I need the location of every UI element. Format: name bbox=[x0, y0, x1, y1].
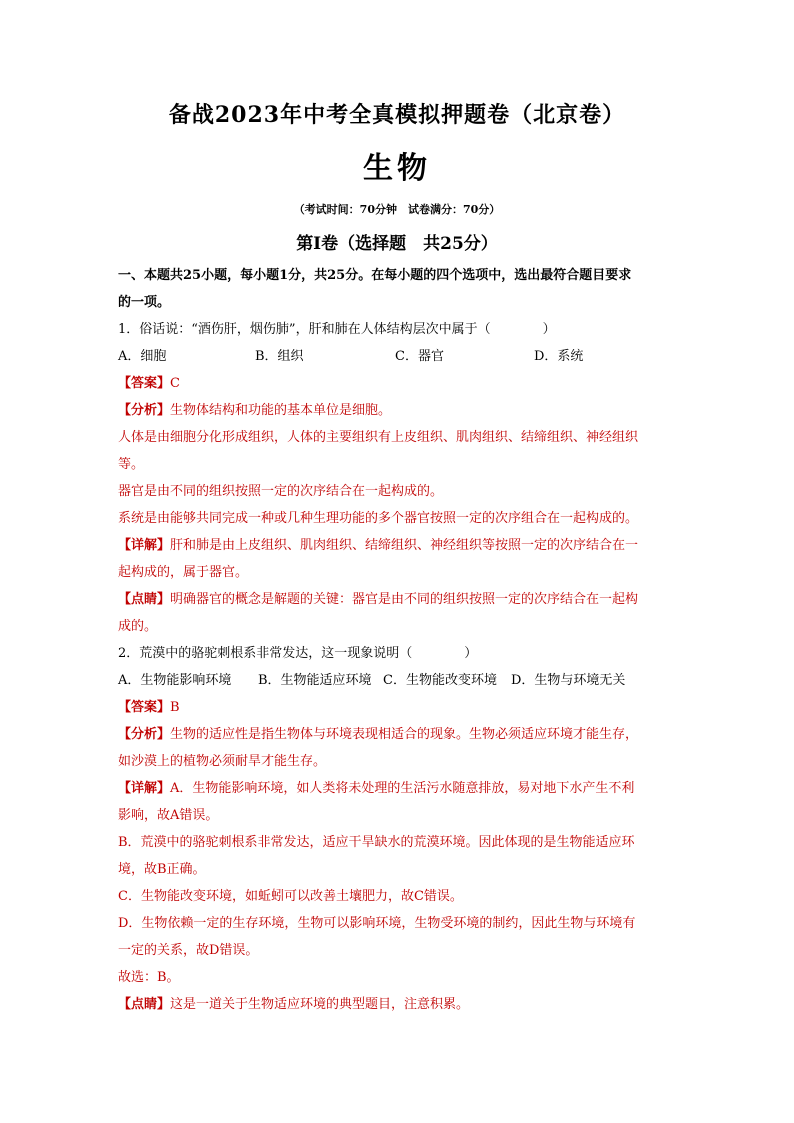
exam-info: （考试时间：70分钟 试卷满分：70分） bbox=[293, 203, 501, 216]
instructions-line: 的一项。 bbox=[118, 295, 171, 310]
detail-text: C．生物能改变环境，如蚯蚓可以改善土壤肥力，故C错误。 bbox=[118, 889, 463, 904]
analysis-tag: 【分析】 bbox=[118, 727, 171, 742]
answer-value: B bbox=[170, 700, 180, 715]
comment-text: 这是一道关于生物适应环境的典型题目，注意积累。 bbox=[170, 997, 470, 1012]
analysis-text: 等。 bbox=[118, 457, 145, 472]
analysis-text: 生物的适应性是指生物体与环境表现相适合的现象。生物必须适应环境才能生存， bbox=[170, 727, 639, 742]
answer-line bbox=[118, 694, 678, 721]
option-c: C．器官 bbox=[395, 349, 444, 364]
option-a: A．生物能影响环境 bbox=[118, 673, 232, 688]
answer-value: C bbox=[170, 376, 180, 391]
answer-line bbox=[118, 370, 678, 397]
option-c: C．生物能改变环境 bbox=[383, 673, 497, 688]
exam-content bbox=[118, 262, 678, 1018]
detail-text: 境，故B正确。 bbox=[118, 862, 206, 877]
comment-line bbox=[118, 991, 678, 1018]
comment-line bbox=[118, 586, 678, 613]
instructions-line: 一、本题共25小题，每小题1分，共25分。在每小题的四个选项中，选出最符合题目要求 bbox=[118, 268, 632, 283]
option-b: B．组织 bbox=[255, 349, 304, 364]
detail-text: 肝和肺是由上皮组织、肌肉组织、结缔组织、神经组织等按照一定的次序结合在一 bbox=[170, 538, 639, 553]
analysis-line bbox=[118, 721, 678, 748]
question-2-options bbox=[118, 667, 678, 694]
option-d: D．生物与环境无关 bbox=[511, 673, 626, 688]
answer-tag: 【答案】 bbox=[118, 700, 171, 715]
choice-text: 故选：B。 bbox=[118, 970, 180, 985]
question-2-stem: 2．荒漠中的骆驼刺根系非常发达，这一现象说明（ ） bbox=[118, 646, 478, 661]
analysis-text: 如沙漠上的植物必须耐旱才能生存。 bbox=[118, 754, 327, 769]
option-a: A．细胞 bbox=[118, 349, 167, 364]
detail-text: 一定的关系，故D错误。 bbox=[118, 943, 259, 958]
question-1-options bbox=[118, 343, 678, 370]
comment-tag: 【点睛】 bbox=[118, 997, 171, 1012]
detail-line bbox=[118, 532, 678, 559]
comment-tag: 【点睛】 bbox=[118, 592, 171, 607]
detail-text: D．生物依赖一定的生存环境，生物可以影响环境，生物受环境的制约，因此生物与环境有 bbox=[118, 916, 636, 931]
detail-line bbox=[118, 775, 678, 802]
comment-text: 明确器官的概念是解题的关键：器官是由不同的组织按照一定的次序结合在一起构 bbox=[170, 592, 639, 607]
analysis-text: 器官是由不同的组织按照一定的次序结合在一起构成的。 bbox=[118, 484, 444, 499]
page-title: 备战2023年中考全真模拟押题卷（北京卷） bbox=[168, 102, 626, 128]
detail-text: 起构成的，属于器官。 bbox=[118, 565, 249, 580]
question-1-stem: 1．俗话说：“酒伤肝，烟伤肺”，肝和肺在人体结构层次中属于（ ） bbox=[118, 322, 556, 337]
analysis-text: 人体是由细胞分化形成组织，人体的主要组织有上皮组织、肌肉组织、结缔组织、神经组织 bbox=[118, 430, 639, 445]
detail-tag: 【详解】 bbox=[118, 538, 171, 553]
analysis-text: 生物体结构和功能的基本单位是细胞。 bbox=[170, 403, 392, 418]
detail-text: B．荒漠中的骆驼刺根系非常发达，适应干旱缺水的荒漠环境。因此体现的是生物能适应环 bbox=[118, 835, 635, 850]
option-b: B．生物能适应环境 bbox=[258, 673, 372, 688]
analysis-tag: 【分析】 bbox=[118, 403, 171, 418]
detail-tag: 【详解】 bbox=[118, 781, 171, 796]
analysis-text: 系统是由能够共同完成一种或几种生理功能的多个器官按照一定的次序组合在一起构成的。 bbox=[118, 511, 639, 526]
detail-text: 影响，故A错误。 bbox=[118, 808, 219, 823]
answer-tag: 【答案】 bbox=[118, 376, 171, 391]
analysis-line bbox=[118, 397, 678, 424]
section-heading: 第I卷（选择题 共25分） bbox=[296, 234, 498, 254]
subject-title: 生物 bbox=[363, 151, 431, 186]
comment-text: 成的。 bbox=[118, 619, 158, 634]
detail-text: A．生物能影响环境，如人类将未处理的生活污水随意排放，易对地下水产生不利 bbox=[170, 781, 635, 796]
option-d: D．系统 bbox=[534, 349, 584, 364]
